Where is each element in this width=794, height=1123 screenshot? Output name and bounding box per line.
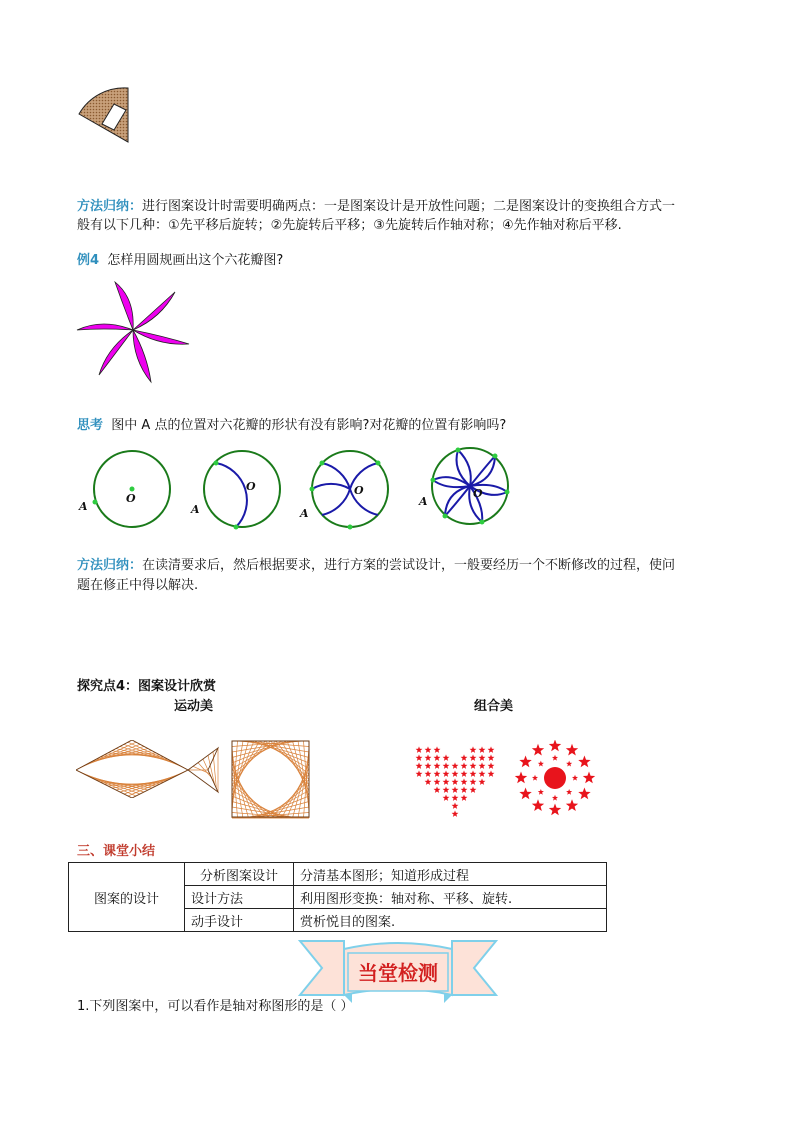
center-o-label: O — [473, 487, 483, 500]
star-icon — [452, 770, 459, 777]
question-1: 1.下列图案中，可以看作是轴对称图形的是（ ） — [77, 999, 354, 1014]
table-cell-desc: 赏析悦目的图案. — [294, 909, 607, 932]
star-icon — [488, 754, 495, 761]
star-icon — [519, 756, 531, 768]
star-icon — [532, 744, 544, 756]
center-o-label: O — [354, 484, 364, 497]
banner-text: 当堂检测 — [358, 961, 438, 985]
star-icon — [425, 762, 432, 769]
fish-string-art — [76, 740, 221, 798]
star-icon — [434, 778, 441, 785]
star-icon — [416, 746, 423, 753]
table-cell-item: 动手设计 — [185, 909, 294, 932]
summary-heading: 三、课堂小结 — [77, 844, 156, 859]
explore-4-title: 探究点4：图案设计欣赏 — [77, 679, 217, 694]
star-icon — [515, 772, 527, 784]
star-icon — [479, 746, 486, 753]
center-o-label: O — [126, 492, 136, 505]
star-icon — [461, 770, 468, 777]
star-icon — [552, 795, 558, 801]
example-4 — [77, 250, 283, 272]
circle-step-1 — [78, 451, 170, 527]
star-icon — [566, 789, 572, 795]
star-icon — [488, 746, 495, 753]
star-icon — [552, 755, 558, 761]
star-icon — [425, 754, 432, 761]
star-icon — [434, 762, 441, 769]
star-icon — [566, 799, 578, 811]
star-icon — [566, 744, 578, 756]
star-icon — [470, 746, 477, 753]
star-icon — [479, 770, 486, 777]
think-question: 图中 A 点的位置对六花瓣的形状有没有影响?对花瓣的位置有影响吗? — [111, 418, 507, 433]
star-icon — [416, 762, 423, 769]
star-icon — [461, 762, 468, 769]
star-icon — [583, 772, 595, 784]
star-icon — [425, 770, 432, 777]
star-icon — [461, 778, 468, 785]
circle-step-4 — [418, 448, 510, 525]
star-icon — [452, 810, 459, 817]
star-icon — [443, 762, 450, 769]
petal — [133, 330, 189, 344]
example-label: 例4 — [77, 253, 100, 268]
star-icon — [461, 794, 468, 801]
star-icon — [461, 754, 468, 761]
star-icon — [470, 754, 477, 761]
star-icon — [443, 754, 450, 761]
example-question: 怎样用圆规画出这个六花瓣图? — [107, 253, 284, 268]
star-icon — [578, 756, 590, 768]
petal — [115, 282, 133, 330]
star-icon — [416, 754, 423, 761]
star-icon — [538, 789, 544, 795]
table-row — [69, 863, 607, 886]
star-icon — [452, 762, 459, 769]
think-label: 思考 — [77, 418, 104, 433]
star-icon — [443, 794, 450, 801]
point-a-label: A — [79, 500, 88, 513]
star-icon — [470, 778, 477, 785]
star-icon — [519, 788, 531, 800]
star-icon — [538, 761, 544, 767]
petal — [99, 330, 133, 375]
combination-beauty-label: 组合美 — [474, 699, 514, 714]
star-icon — [452, 802, 459, 809]
star-icon — [578, 788, 590, 800]
table-cell-item: 设计方法 — [185, 886, 294, 909]
star-icon — [443, 778, 450, 785]
method-text-line1: 进行图案设计时需要明确两点：一是图案设计是开放性问题；二是图案设计的变换组合方式一 — [142, 199, 676, 214]
star-icon — [452, 786, 459, 793]
method-label: 方法归纳： — [77, 558, 143, 573]
star-icon — [434, 770, 441, 777]
star-icon — [425, 746, 432, 753]
star-icon — [479, 778, 486, 785]
star-icon — [566, 761, 572, 767]
star-icon — [470, 770, 477, 777]
star-icon — [572, 775, 578, 781]
table-cell-desc: 分清基本图形；知道形成过程 — [294, 863, 607, 886]
point-a-label: A — [419, 495, 428, 508]
motion-beauty-label: 运动美 — [174, 699, 214, 714]
method-text-line1: 在读清要求后，然后根据要求，进行方案的尝试设计，一般要经历一个不断修改的过程，使问 — [142, 558, 676, 573]
method-summary-2 — [77, 555, 675, 577]
star-icon — [443, 786, 450, 793]
star-icon — [549, 804, 561, 816]
method-summary-2-line2: 题在修正中得以解决. — [77, 578, 199, 593]
star-icon — [452, 794, 459, 801]
star-icon — [470, 786, 477, 793]
think-section — [77, 415, 506, 437]
star-icon — [479, 754, 486, 761]
star-icon — [532, 799, 544, 811]
star-icon — [488, 762, 495, 769]
circle-step-2 — [190, 451, 280, 530]
petal — [77, 324, 133, 330]
sector-figure — [74, 84, 136, 146]
point-a-label: A — [191, 503, 200, 516]
six-petal-flower — [76, 278, 194, 390]
star-icon — [434, 754, 441, 761]
sun-center — [544, 767, 566, 789]
star-icon — [532, 775, 538, 781]
center-o-label: O — [246, 480, 256, 493]
sun-of-stars — [514, 740, 596, 816]
method-summary-1-line2: 般有以下几种：①先平移后旋转；②先旋转后平移；③先旋转后作轴对称；④先作轴对称后平移. — [77, 218, 622, 233]
star-icon — [479, 762, 486, 769]
star-icon — [434, 786, 441, 793]
star-icon — [470, 762, 477, 769]
star-icon — [549, 740, 561, 751]
point-a-label: A — [300, 507, 309, 520]
square-string-art — [231, 740, 311, 819]
petal — [133, 292, 175, 330]
heart-of-stars — [415, 745, 495, 817]
star-icon — [416, 770, 423, 777]
star-icon — [488, 770, 495, 777]
table-cell-item: 分析图案设计 — [185, 863, 294, 886]
construction-circles — [76, 445, 536, 535]
star-icon — [425, 778, 432, 785]
method-label: 方法归纳： — [77, 199, 143, 214]
circle-step-3 — [299, 451, 388, 530]
star-icon — [434, 746, 441, 753]
table-cell-desc: 利用图形变换：轴对称、平移、旋转. — [294, 886, 607, 909]
table-row-header: 图案的设计 — [69, 863, 185, 932]
star-icon — [452, 778, 459, 785]
star-icon — [443, 770, 450, 777]
summary-table — [68, 862, 607, 932]
star-icon — [461, 786, 468, 793]
